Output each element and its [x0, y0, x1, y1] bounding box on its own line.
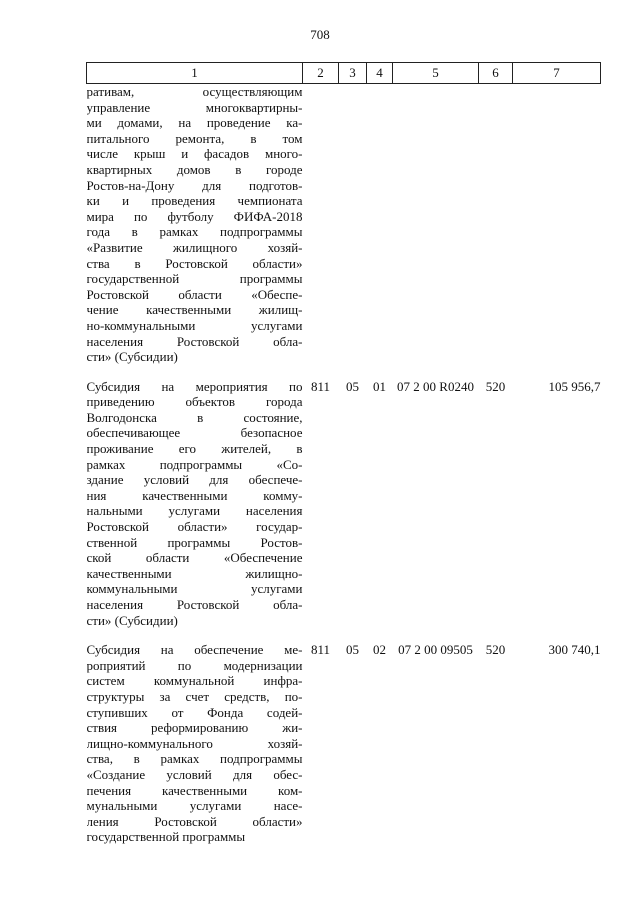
amount-cell: [513, 84, 601, 365]
row-spacer: [87, 628, 601, 642]
description-line: государственной программы: [86, 271, 303, 287]
expense-type-code-cell: [479, 84, 513, 365]
section-code-cell: [339, 84, 367, 365]
description-line: ствия реформированию жи-: [86, 720, 303, 736]
column-header: 6: [479, 63, 513, 84]
description-line: ской области «Обеспечение: [86, 550, 303, 566]
description-line: Ростовской области «Обеспе-: [86, 286, 303, 302]
ministry-code-cell: [303, 84, 339, 365]
row-spacer-cell: [87, 365, 601, 379]
description-line: государственной программы: [86, 829, 246, 845]
description-line: ления Ростовской области»: [86, 813, 303, 829]
description-line: мунальными услугами насе-: [86, 798, 303, 814]
description-line: коммунальными услугами: [86, 581, 303, 597]
column-header: 7: [513, 63, 601, 84]
page-number: 708: [310, 27, 330, 42]
description-line: роприятий по модернизации: [86, 657, 303, 673]
description-line: Субсидия на мероприятия по: [86, 378, 303, 394]
section-code-cell: 05: [346, 378, 359, 394]
description-line: ства, в рамках подпрограммы: [86, 751, 303, 767]
subsection-code-cell: [367, 84, 393, 365]
description-line: ми домами, на проведение ка-: [86, 115, 303, 131]
description-line: но-коммунальными услугами: [86, 317, 303, 333]
description-line: приведению объектов города: [86, 394, 303, 410]
description-line: печения качественными ком-: [86, 782, 303, 798]
column-header: 2: [303, 63, 339, 84]
description-line: Ростовской области» государ-: [86, 519, 303, 535]
amount-cell: 105 956,7: [548, 378, 601, 394]
expense-type-code-cell: 520: [485, 642, 506, 658]
target-item-code-cell: [393, 84, 479, 365]
section-code-cell: 05: [346, 642, 359, 658]
table-row: [87, 642, 601, 845]
description-line: «Создание условий для обес-: [86, 766, 303, 782]
description-line: мира по футболу ФИФА-2018: [86, 208, 303, 224]
table-row: [87, 379, 601, 629]
description-line: качественными жилищно-: [86, 565, 303, 581]
description-line: года в рамках подпрограммы: [86, 224, 303, 240]
target-item-code-cell: 07 2 00 09505: [398, 642, 473, 658]
description-line: чение качественными жилищ-: [86, 302, 303, 318]
description-line: проживание его жителей, в: [86, 441, 303, 457]
description-line: «Развитие жилищного хозяй-: [86, 239, 303, 255]
column-header: 1: [87, 63, 303, 84]
description-line: систем коммунальной инфра-: [86, 673, 303, 689]
description-line: управление многоквартирны-: [86, 99, 303, 115]
description-line: сти» (Субсидии): [86, 349, 178, 365]
description-line: ки и проведения чемпионата: [86, 193, 303, 209]
amount-cell: 300 740,1: [548, 642, 601, 658]
description-line: ства в Ростовской области»: [86, 255, 303, 271]
row-description: [87, 84, 303, 365]
description-line: населения Ростовской обла-: [86, 333, 303, 349]
description-line: рамках подпрограммы «Со-: [86, 456, 303, 472]
budget-table: [86, 62, 601, 845]
description-line: ственной программы Ростов-: [86, 534, 303, 550]
table-body: [87, 84, 601, 845]
expense-type-code-cell: 520: [485, 378, 506, 394]
row-spacer: [87, 365, 601, 379]
description-line: нальными услугами населения: [86, 503, 303, 519]
description-line: питального ремонта, в том: [86, 130, 303, 146]
table-row: [87, 84, 601, 365]
description-line: Волгодонска в состояние,: [86, 409, 303, 425]
description-line: Ростов-на-Дону для подготов-: [86, 177, 303, 193]
description-line: ступивших от Фонда содей-: [86, 704, 303, 720]
subsection-code-cell: 01: [373, 378, 386, 394]
row-spacer-cell: [87, 628, 601, 642]
ministry-code-cell: 811: [310, 378, 331, 394]
description-line: обеспечивающее безопасное: [86, 425, 303, 441]
description-line: лищно-коммунального хозяй-: [86, 735, 303, 751]
column-header: 5: [393, 63, 479, 84]
description-line: квартирных домов в городе: [86, 161, 303, 177]
column-header: 3: [339, 63, 367, 84]
description-line: числе крыш и фасадов много-: [86, 146, 303, 162]
target-item-code-cell: 07 2 00 R0240: [397, 378, 474, 394]
description-line: ния качественными комму-: [86, 487, 303, 503]
row-description: [87, 642, 303, 845]
description-line: Субсидия на обеспечение ме-: [86, 642, 303, 658]
row-description: [87, 379, 303, 629]
ministry-code-cell: 811: [310, 642, 331, 658]
column-header: 4: [367, 63, 393, 84]
subsection-code-cell: 02: [373, 642, 386, 658]
description-line: здание условий для обеспече-: [86, 472, 303, 488]
table-header-row: [87, 63, 601, 84]
description-line: сти» (Субсидии): [86, 612, 178, 628]
description-line: населения Ростовской обла-: [86, 597, 303, 612]
description-line: ративам, осуществляющим: [86, 84, 303, 99]
description-line: структуры за счет средств, по-: [86, 688, 303, 704]
